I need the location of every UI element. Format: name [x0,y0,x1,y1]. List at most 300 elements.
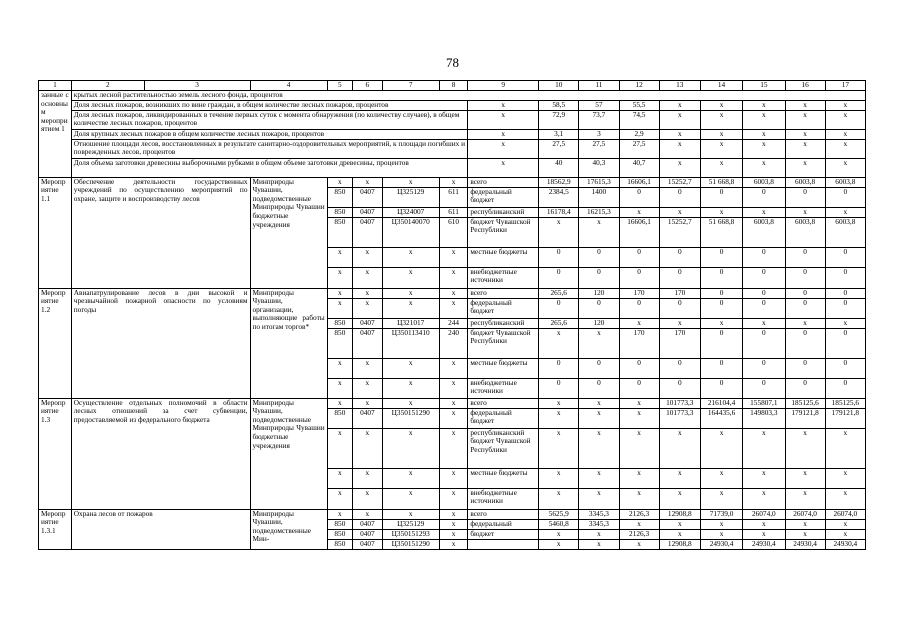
funding-value: 0 [743,288,785,298]
code-target: x [382,177,439,187]
funding-value: 170 [619,288,659,298]
funding-value: 0 [579,298,619,318]
funding-value: 0 [579,378,619,398]
funding-value: x [700,519,742,529]
funding-value: x [785,468,825,488]
measure-title: Авиапатрулирование лесов в дни высокой и чрезвычайной пожарной опасности по условиям погоды [71,288,250,398]
table-body [39,81,866,550]
measure-label: Мероприятие 1.1 [39,177,72,288]
funding-value: 0 [785,288,825,298]
funding-value: 16178,4 [539,207,579,217]
funding-value: 185125,6 [825,398,865,408]
code-expense-group: 611 [439,187,468,207]
header-cell: 1 [39,81,72,91]
indicator-row [39,91,866,101]
header-row [39,81,866,91]
indicator-value: x [468,158,539,177]
funding-value: x [539,539,579,549]
funding-value: x [659,529,700,539]
code-target: Ц350151290 [382,408,439,428]
funding-value: x [743,428,785,468]
funding-source: внебюджетные источники [468,488,539,509]
indicator-row [39,100,866,110]
funding-value: 0 [825,378,865,398]
indicator-value: x [700,100,742,110]
funding-value: 0 [619,267,659,288]
code-expense-group: x [439,267,468,288]
code-grbs: x [327,358,352,378]
code-expense-group: x [439,539,468,549]
code-section: x [353,468,383,488]
funding-value: x [785,207,825,217]
funding-source: республиканский [468,207,539,217]
indicator-value: x [785,129,825,139]
funding-value: 2126,3 [619,529,659,539]
funding-source: бюджет Чувашской Республики [468,217,539,247]
funding-value: 0 [825,328,865,358]
indicator-value: 27,5 [539,139,579,158]
code-grbs: 850 [327,519,352,529]
funding-value: 0 [743,187,785,207]
funding-value: 0 [743,328,785,358]
code-expense-group: x [439,288,468,298]
funding-value: 0 [659,267,700,288]
header-cell: 3 [144,81,250,91]
funding-source: федеральный бюджет [468,298,539,318]
funding-source: всего [468,509,539,519]
code-grbs: x [327,378,352,398]
funding-value: 0 [539,267,579,288]
funding-value: x [539,428,579,468]
measure-label: Мероприятие 1.2 [39,288,72,398]
funding-value: 164435,6 [700,408,742,428]
indicators-label: занные с основным мероприятием 1 [39,91,72,178]
funding-value: 101773,3 [659,398,700,408]
indicator-value: x [743,158,785,177]
code-section: 0407 [353,529,383,539]
funding-source: местные бюджеты [468,247,539,267]
indicator-value: x [743,139,785,158]
funding-value: 120 [579,318,619,328]
indicator-value: x [468,129,539,139]
code-target: x [382,288,439,298]
funding-value: 0 [825,267,865,288]
measure-row [39,509,866,519]
funding-value: 0 [785,378,825,398]
code-grbs: x [327,288,352,298]
funding-value: 12908,8 [659,509,700,519]
funding-value: 170 [659,288,700,298]
code-expense-group: x [439,358,468,378]
funding-value: 51 668,8 [700,217,742,247]
funding-value: 0 [619,298,659,318]
funding-value: x [825,519,865,529]
funding-value: 26074,0 [743,509,785,519]
funding-value: 24930,4 [743,539,785,549]
funding-value: 0 [743,358,785,378]
code-target: Ц350140070 [382,217,439,247]
funding-value: x [659,488,700,509]
funding-value: 0 [539,247,579,267]
funding-value: x [579,328,619,358]
funding-value: 0 [785,328,825,358]
code-grbs: 850 [327,539,352,549]
funding-value: x [619,398,659,408]
funding-value: x [579,428,619,468]
code-target: Ц350151290 [382,539,439,549]
code-grbs: 850 [327,328,352,358]
header-cell: 15 [743,81,785,91]
funding-value: 179121,8 [825,408,865,428]
code-section: x [353,267,383,288]
indicator-value: x [700,158,742,177]
indicator-value: 57 [579,100,619,110]
funding-value: 0 [579,247,619,267]
funding-value: 16215,3 [579,207,619,217]
code-grbs: 850 [327,207,352,217]
funding-value: 265,6 [539,318,579,328]
funding-value: x [619,428,659,468]
funding-value: 0 [700,328,742,358]
code-grbs: 850 [327,529,352,539]
header-cell: 4 [250,81,327,91]
measure-executor: Минприроды Чувашии, организации, выполняющие работы по итогам торгов* [250,288,327,398]
code-section: 0407 [353,217,383,247]
funding-value: 0 [700,187,742,207]
funding-value: 6003,8 [743,217,785,247]
funding-value: x [619,519,659,529]
funding-value: x [825,428,865,468]
indicator-value: 2,9 [619,129,659,139]
funding-value: 0 [785,247,825,267]
code-expense-group: 610 [439,217,468,247]
funding-value: x [659,468,700,488]
funding-value: 2126,3 [619,509,659,519]
funding-value: x [619,318,659,328]
measure-row [39,177,866,187]
funding-value: x [825,468,865,488]
code-section: x [353,358,383,378]
measure-row [39,288,866,298]
funding-value: x [659,428,700,468]
funding-source: республиканский [468,318,539,328]
funding-value: x [579,468,619,488]
funding-value: 71739,0 [700,509,742,519]
code-section: x [353,398,383,408]
indicator-value: x [659,110,700,129]
code-section: x [353,298,383,318]
funding-value: x [785,428,825,468]
funding-value: 155807,1 [743,398,785,408]
code-section: 0407 [353,207,383,217]
code-section: 0407 [353,328,383,358]
funding-value: 16606,1 [619,217,659,247]
funding-value: 120 [579,288,619,298]
code-section: x [353,509,383,519]
funding-value: x [743,207,785,217]
indicator-text: Отношение площади лесов, восстановленных в результате санитарно-оздоровительных мероприятий, к площади погибших и поврежденных лесов, процентов [71,139,468,158]
code-section: 0407 [353,408,383,428]
funding-value: 0 [743,378,785,398]
funding-value: x [539,328,579,358]
funding-source: федеральный бюджет [468,408,539,428]
funding-value: 0 [539,378,579,398]
funding-value: 179121,8 [785,408,825,428]
funding-value: 3345,3 [579,519,619,529]
code-expense-group: x [439,529,468,539]
funding-source: всего [468,177,539,187]
indicator-value: x [825,110,865,129]
funding-value: 0 [700,378,742,398]
code-target: Ц324007 [382,207,439,217]
measure-title: Охрана лесов от пожаров [71,509,250,549]
funding-value: x [743,318,785,328]
funding-value: 0 [700,267,742,288]
funding-value: 0 [539,298,579,318]
measure-executor: Минприроды Чувашии, подведомственные Мин- [250,509,327,549]
funding-value: x [785,488,825,509]
funding-value: 24930,4 [785,539,825,549]
indicator-value: x [785,100,825,110]
header-cell: 16 [785,81,825,91]
funding-value: x [825,207,865,217]
indicator-value: x [785,110,825,129]
code-expense-group: x [439,519,468,529]
funding-value: 0 [659,358,700,378]
funding-value: 185125,6 [785,398,825,408]
code-section: 0407 [353,318,383,328]
code-section: 0407 [353,187,383,207]
funding-value: 5460,8 [539,519,579,529]
funding-value: x [825,529,865,539]
funding-value: 149803,3 [743,408,785,428]
page-number: 78 [446,55,459,70]
funding-value: 0 [743,267,785,288]
funding-value: x [539,529,579,539]
code-expense-group: x [439,488,468,509]
measure-label: Мероприятие 1.3.1 [39,509,72,549]
header-cell: 10 [539,81,579,91]
code-target: x [382,509,439,519]
code-target: x [382,358,439,378]
funding-value: 0 [619,247,659,267]
indicator-value: x [468,139,539,158]
indicator-text: Доля объема заготовки древесины выборочными рубками в общем объеме заготовки древесины, процентов [71,158,468,177]
funding-value: 0 [700,358,742,378]
funding-value: x [579,529,619,539]
funding-source: местные бюджеты [468,468,539,488]
funding-value: 216104,4 [700,398,742,408]
indicator-value: x [468,110,539,129]
indicator-value: x [743,100,785,110]
header-cell: 12 [619,81,659,91]
code-target: x [382,267,439,288]
indicator-value: x [700,139,742,158]
funding-value: 0 [785,298,825,318]
code-grbs: x [327,177,352,187]
code-target: x [382,398,439,408]
header-cell: 14 [700,81,742,91]
indicator-value: 58,5 [539,100,579,110]
header-cell: 5 [327,81,352,91]
funding-value: 0 [743,247,785,267]
indicator-value: 3 [579,129,619,139]
indicator-text: Доля лесных пожаров, возникших по вине граждан, в общем количестве лесных пожаров, процентов [71,100,468,110]
funding-value: x [619,468,659,488]
code-expense-group: x [439,298,468,318]
indicator-value: 27,5 [619,139,659,158]
code-expense-group: x [439,468,468,488]
code-grbs: x [327,247,352,267]
header-cell: 8 [439,81,468,91]
header-cell: 11 [579,81,619,91]
funding-value: 24930,4 [700,539,742,549]
code-section: x [353,488,383,509]
code-expense-group: x [439,509,468,519]
funding-value: x [579,398,619,408]
funding-value: x [743,529,785,539]
funding-value: x [619,488,659,509]
measure-title: Осуществление отдельных полномочий в области лесных отношений за счет субвенции, предоставляемой из федерального бюджета [71,398,250,509]
code-target: x [382,378,439,398]
code-grbs: x [327,298,352,318]
indicator-text: Доля крупных лесных пожаров в общем количестве лесных пожаров, процентов [71,129,468,139]
funding-value: x [743,468,785,488]
code-section: x [353,428,383,468]
funding-source: федеральный бюджет [468,187,539,207]
indicator-value: x [468,100,539,110]
funding-value: x [659,519,700,529]
funding-value: 2384,5 [539,187,579,207]
code-target: Ц350151293 [382,529,439,539]
code-expense-group: x [439,247,468,267]
funding-value: x [579,408,619,428]
funding-value: x [659,207,700,217]
funding-value: 26074,0 [785,509,825,519]
funding-value: 0 [659,298,700,318]
funding-value: 265,6 [539,288,579,298]
funding-value: 0 [700,288,742,298]
code-expense-group: x [439,428,468,468]
indicator-text: крытых лесной растительностью земель лесного фонда, процентов [71,91,865,101]
funding-value: x [619,539,659,549]
header-cell: 17 [825,81,865,91]
funding-value: x [743,488,785,509]
funding-value: x [539,408,579,428]
funding-value: 16606,1 [619,177,659,187]
funding-value: x [785,318,825,328]
funding-value: 6003,8 [825,177,865,187]
code-grbs: x [327,509,352,519]
funding-value: x [579,488,619,509]
funding-value: x [825,318,865,328]
indicator-value: x [743,110,785,129]
code-section: x [353,177,383,187]
code-expense-group: x [439,408,468,428]
header-cell: 9 [468,81,539,91]
funding-value: 0 [785,187,825,207]
funding-value: 0 [700,247,742,267]
code-target: x [382,468,439,488]
funding-source: внебюджетные источники [468,267,539,288]
funding-value: 101773,3 [659,408,700,428]
funding-value: 0 [619,358,659,378]
funding-source: всего [468,288,539,298]
code-grbs: 850 [327,408,352,428]
header-cell: 13 [659,81,700,91]
code-grbs: x [327,267,352,288]
indicator-value: x [659,100,700,110]
funding-value: 0 [825,288,865,298]
funding-value: 3345,3 [579,509,619,519]
funding-value: x [579,217,619,247]
indicator-value: x [659,129,700,139]
code-grbs: x [327,468,352,488]
funding-source: республиканский бюджет Чувашской Республики [468,428,539,468]
header-cell: 7 [382,81,439,91]
indicator-value: 40,7 [619,158,659,177]
funding-value: 0 [743,298,785,318]
indicator-value: x [785,158,825,177]
funding-value: x [825,488,865,509]
funding-value: 0 [700,298,742,318]
budget-table [38,80,866,550]
code-grbs: 850 [327,217,352,247]
funding-value: x [659,318,700,328]
measure-executor: Минприроды Чувашии, подведомственные Минприроды Чувашии бюджетные учреждения [250,177,327,288]
code-expense-group: x [439,398,468,408]
funding-value: 18562,9 [539,177,579,187]
measure-title: Обеспечение деятельности государственных учреждений по осуществлению мероприятий по охране, защите и воспроизводству лесов [71,177,250,288]
code-grbs: 850 [327,187,352,207]
indicator-value: 72,9 [539,110,579,129]
code-grbs: x [327,398,352,408]
code-section: x [353,378,383,398]
funding-value: 0 [825,247,865,267]
funding-value: x [619,207,659,217]
indicator-value: x [825,100,865,110]
code-expense-group: 611 [439,207,468,217]
header-cell: 6 [353,81,383,91]
funding-value: 17615,3 [579,177,619,187]
code-target: Ц325129 [382,187,439,207]
funding-value: x [700,529,742,539]
indicator-row [39,139,866,158]
funding-source: бюджет Чувашской Республики [468,328,539,358]
funding-value: 26074,0 [825,509,865,519]
indicator-value: 73,7 [579,110,619,129]
indicator-value: x [700,129,742,139]
code-expense-group: x [439,177,468,187]
measure-row [39,398,866,408]
indicator-value: x [825,158,865,177]
funding-value: 1400 [579,187,619,207]
funding-value: 6003,8 [785,217,825,247]
code-target: x [382,488,439,509]
code-target: x [382,298,439,318]
indicator-value: 27,5 [579,139,619,158]
code-section: x [353,288,383,298]
indicator-value: 40 [539,158,579,177]
code-grbs: 850 [327,318,352,328]
funding-value: x [700,207,742,217]
indicator-value: x [659,139,700,158]
funding-value: 0 [659,187,700,207]
indicator-value: 74,5 [619,110,659,129]
funding-value: 0 [785,267,825,288]
indicator-value: 55,5 [619,100,659,110]
funding-value: x [539,488,579,509]
